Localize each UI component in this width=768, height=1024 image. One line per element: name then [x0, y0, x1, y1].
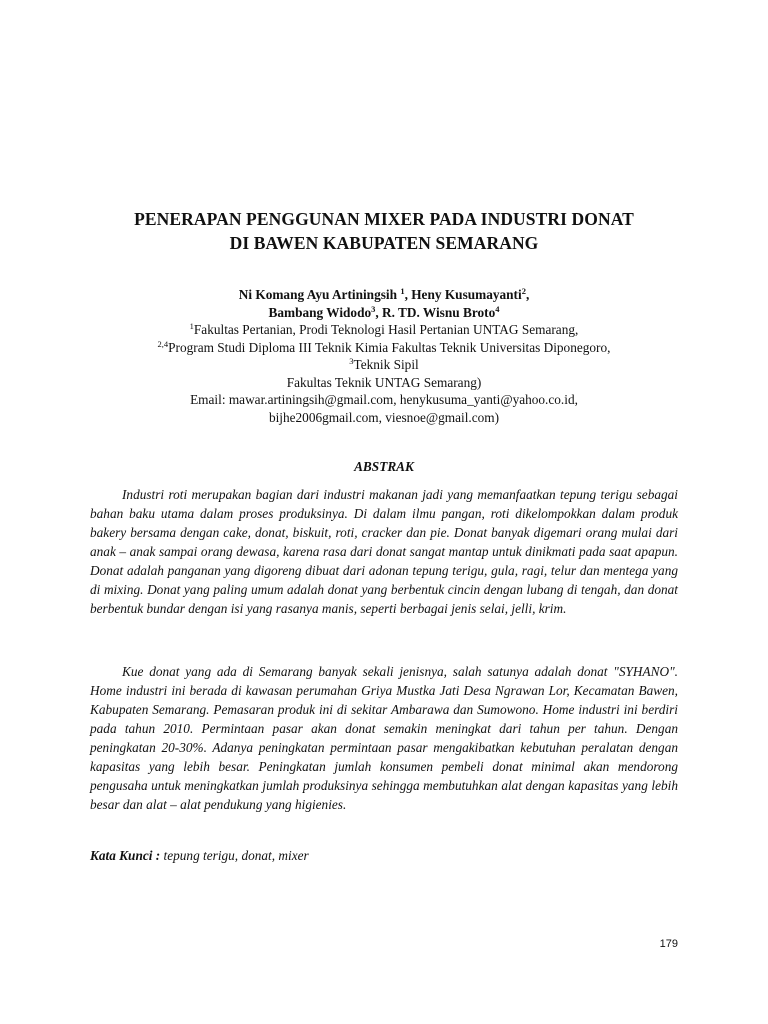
affiliation-2: [60, 339, 708, 357]
author-sup-3: 3: [371, 303, 376, 314]
paper-title: [80, 207, 688, 255]
affiliation-1: [60, 321, 708, 339]
title-line-1: PENERAPAN PENGGUNAN MIXER PADA INDUSTRI DONAT: [134, 209, 634, 229]
author-sup-4: 4: [495, 303, 500, 314]
author-sup-1: 1: [400, 286, 405, 296]
author-block: [60, 286, 708, 426]
email-line-2: bijhe2006gmail.com, viesnoe@gmail.com): [268, 409, 500, 425]
author-line-2: [60, 304, 708, 322]
affiliation-3: [60, 356, 708, 374]
author-name-1: Ni Komang Ayu Artiningsih: [238, 287, 401, 302]
affiliation-text-1: Fakultas Pertanian, Prodi Teknologi Hasil Pertanian UNTAG Semarang,: [193, 322, 579, 337]
affiliation-4: Fakultas Teknik UNTAG Semarang): [286, 374, 482, 390]
author-name-2: Heny Kusumayanti: [411, 287, 522, 302]
author-line-1: [60, 286, 708, 304]
affiliation-text-2: Program Studi Diploma III Teknik Kimia Fakultas Teknik Universitas Diponegoro,: [168, 339, 611, 355]
abstract-paragraph-1: Industri roti merupakan bagian dari industri makanan jadi yang memanfaatkan tepung terigu sebagai bahan baku utama dalam proses produksinya. Di dalam ilmu pangan, roti dikelompokkan dalam produk bakery bersama dengan cake, donat, biskuit, roti, cracker dan pie. Donat banyak digemari orang mulai dari anak – anak sampai orang dewasa, karena rasa dari donat sangat mantap untuk dinikmati pada saat apapun. Donat adalah panganan yang digoreng dibuat dari adonan tepung terigu, gula, ragi, telur dan mentega yang di mixing. Donat yang paling umum adalah donat yang berbentuk cincin dengan lubang di tengah, dan donat berbentuk bundar dengan isi yang rasanya manis, seperti berbagai jenis selai, jelli, krim.: [90, 487, 678, 616]
email-line-1: Email: mawar.artiningsih@gmail.com, henykusuma_yanti@yahoo.co.id,: [190, 392, 578, 407]
author-separator: ,: [404, 287, 412, 302]
abstract-heading: ABSTRAK: [354, 459, 414, 474]
author-separator: ,: [375, 304, 383, 320]
affiliation-sup-3: 3: [349, 356, 354, 366]
keywords-line: [90, 846, 678, 865]
affiliation-sup-2: 2,4: [157, 338, 169, 349]
author-sup-2: 2: [521, 286, 526, 296]
affiliation-text-3: Teknik Sipil: [353, 357, 419, 372]
keywords-label: Kata Kunci :: [90, 848, 164, 863]
title-line-2: DI BAWEN KABUPATEN SEMARANG: [229, 233, 539, 253]
author-name-4: R. TD. Wisnu Broto: [382, 304, 496, 320]
page-number: 179: [659, 938, 678, 950]
affiliation-sup-1: 1: [189, 321, 194, 331]
abstract-paragraph-2: Kue donat yang ada di Semarang banyak sekali jenisnya, salah satunya adalah donat "SYHANO". Home industri ini berada di kawasan perumahan Griya Mustka Jati Desa Ngrawan Lor, Kecamatan Bawen, Kabupaten Semarang. Pemasaran produk ini di sekitar Ambarawa dan Sumowono. Home industri ini berdiri pada tahun 2010. Permintaan pasar akan donat semakin meningkat dari tahun per tahun. Dengan peningkatan 20-30%. Adanya peningkatan permintaan pasar mengakibatkan kebutuhan peralatan dengan kapasitas yang lebih besar. Peningkatan jumlah konsumen pembeli donat minimal akan mendorong pengusaha untuk meningkatkan jumlah produksinya sehingga membutuhkan alat dengan kapasitas yang lebih besar dan alat – alat pendukung yang higienies.: [90, 664, 678, 812]
author-separator: ,: [525, 287, 530, 302]
author-name-3: Bambang Widodo: [268, 304, 372, 320]
keywords-value: tepung terigu, donat, mixer: [163, 848, 309, 863]
